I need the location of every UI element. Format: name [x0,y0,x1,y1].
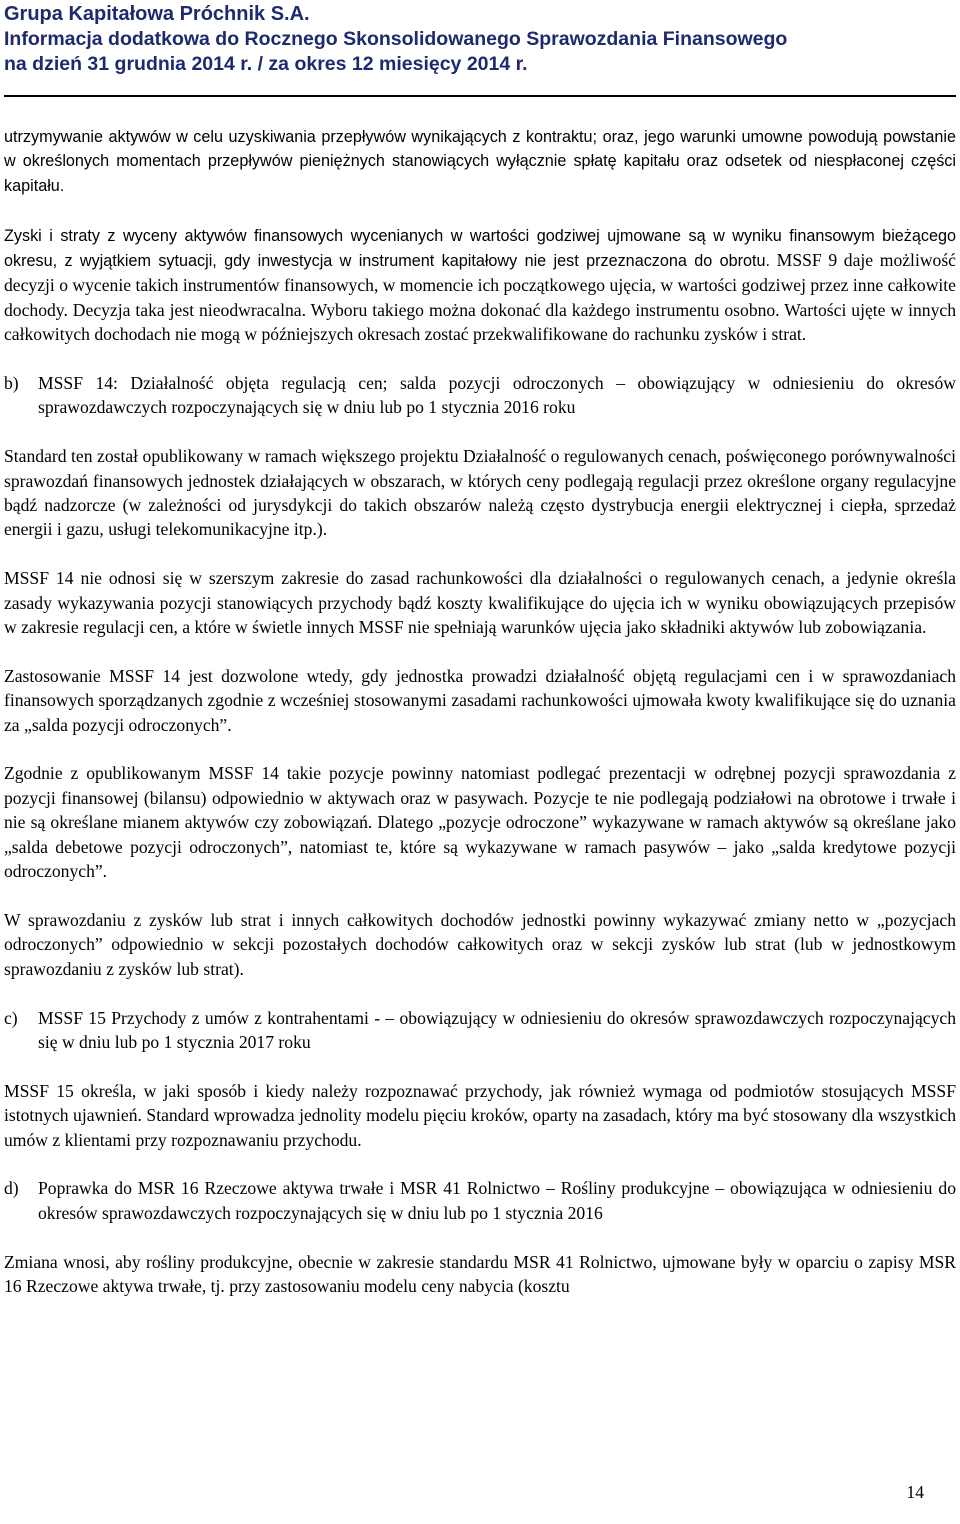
paragraph-ifrs14-scope: Standard ten został opublikowany w ramach większego projektu Działalność o regulowanych cenach, poświęconego porównywalności sprawozdań finansowych jednostek działających w obszarach, w których ceny podlegają regulacji przez określone organy regulacyjne bądź nadzorcze (w zależności od jurysdykcji do takich obszarów należą często dystrybucja energii elektrycznej i ciepła, sprzedaż energii i gazu, usługi telekomunikacyjne itp.). [4,446,956,540]
paragraph-ifrs9-gains-losses [4,223,956,347]
page-number: 14 [906,1482,924,1502]
paragraph-ifrs14-income-statement: W sprawozdaniu z zysków lub strat i innych całkowitych dochodów jednostki powinny wykazywać zmiany netto w „pozycjach odroczonych” odpowiednio w sekcji pozostałych dochodów całkowitych oraz w sekcji zysków lub strat (lub w jednostkowym sprawozdaniu z zysków lub strat). [4,909,956,979]
report-title: Informacja dodatkowa do Rocznego Skonsolidowanego Sprawozdania Finansowego [4,28,788,50]
paragraph-ifrs14-principles: MSSF 14 nie odnosi się w szerszym zakresie do zasad rachunkowości dla działalności o regulowanych cenach, a jedynie określa zasady wykazywania pozycji stanowiących przychody bądź koszty kwalifikujące do ujęcia ich w wyniku obowiązujących przepisów w zakresie regulacji cen, a które w świetle innych MSSF nie spełniają warunków ujęcia jako składniki aktywów lub zobowiązania. [4,568,956,638]
list-item-d [4,1176,956,1225]
paragraph-ifrs9-continuation: utrzymywanie aktywów w celu uzyskiwania przepływów wynikających z kontraktu; oraz, jego warunki umowne powodują powstanie w określonych momentach przepływów pieniężnych stanowiących wyłącznie spłatę kapitału oraz odsetek od niespłaconej części kapitału. [4,128,956,195]
list-item-b [4,371,956,420]
list-item-b-text: MSSF 14: Działalność objęta regulacją cen; salda pozycji odroczonych – obowiązujący w odniesieniu do okresów sprawozdawczych rozpoczynających się w dniu lub po 1 stycznia 2016 roku [38,373,956,418]
list-marker-b: b) [4,373,19,394]
paragraph-ifrs15: MSSF 15 określa, w jaki sposób i kiedy należy rozpoznawać przychody, jak również wymaga od podmiotów stosujących MSSF istotnych ujawnień. Standard wprowadza jednolity modelu pięciu kroków, oparty na zasadach, który ma być stosowany dla wszystkich umów z klientami przy rozpoznawaniu przychodu. [4,1080,956,1150]
paragraph-ias16-ias41: Zmiana wnosi, aby rośliny produkcyjne, obecnie w zakresie standardu MSR 41 Rolnictwo, ujmowane były w oparciu o zapisy MSR 16 Rzeczowe aktywa trwałe, tj. przy zastosowaniu modelu ceny nabycia (kosztu [4,1251,956,1296]
paragraph-ifrs14-application: Zastosowanie MSSF 14 jest dozwolone wtedy, gdy jednostka prowadzi działalność objętą regulacjami cen i w sprawozdaniach finansowych sporządzanych zgodnie z wcześniej stosowanymi zasadami rachunkowości ujmowała kwoty kwalifikujące się do uznania za „salda pozycji odroczonych”. [4,665,956,735]
list-marker-c: c) [4,1007,18,1028]
company-name: Grupa Kapitałowa Próchnik S.A. [4,3,310,25]
paragraph-ifrs14-presentation: Zgodnie z opublikowanym MSSF 14 takie pozycje powinny natomiast podlegać prezentacji w odrębnej pozycji sprawozdania z pozycji finansowej (bilansu) odpowiednio w aktywach oraz w pasywach. Pozycje te nie podlegają podziałowi na obrotowe i trwałe i nie są określane mianem aktywów czy zobowiązań. Dlatego „pozycje odroczone” wykazywane w ramach aktywów są określane jako „salda debetowe pozycji odroczonych”, natomiast te, które są wykazywane w ramach pasywów – jako „salda kredytowe pozycji odroczonych”. [4,763,956,882]
list-marker-d: d) [4,1178,19,1199]
document-body [4,125,956,1323]
list-item-c [4,1006,956,1055]
paragraph-ifrs9-gains-losses-part1: Zyski i straty z wyceny aktywów finansowych wycenianych w wartości godziwej ujmowane są w wyniku finansowym bieżącego okresu, z wyjątkiem sytuacji, gdy inwestycja w instrument kapitałowy nie jest przeznaczona do obrotu. [4,226,956,271]
list-item-c-text: MSSF 15 Przychody z umów z kontrahentami - – obowiązujący w odniesieniu do okresów sprawozdawczych rozpoczynających się w dniu lub po 1 stycznia 2017 roku [38,1007,956,1052]
report-period: na dzień 31 grudnia 2014 r. / za okres 12 miesięcy 2014 r. [4,53,528,75]
page-header [4,2,956,77]
paragraph-ifrs9-gains-losses-part2: MSSF 9 daje możliwość decyzji o wycenie takich instrumentów finansowych, w momencie ich początkowego ujęcia, w wartości godziwej przez inne całkowite dochody. Decyzja taka jest nieodwracalna. Wyboru takiego można dokonać dla każdego instrumentu osobno. Wartości ujęte w innych całkowitych dochodach nie mogą w późniejszych okresach zostać przekwalifikowane do rachunku zysków i strat. [4,250,956,345]
header-divider [4,95,956,97]
list-item-d-text: Poprawka do MSR 16 Rzeczowe aktywa trwałe i MSR 41 Rolnictwo – Rośliny produkcyjne – obowiązująca w odniesieniu do okresów sprawozdawczych rozpoczynających się w dniu lub po 1 stycznia 2016 [38,1178,956,1223]
